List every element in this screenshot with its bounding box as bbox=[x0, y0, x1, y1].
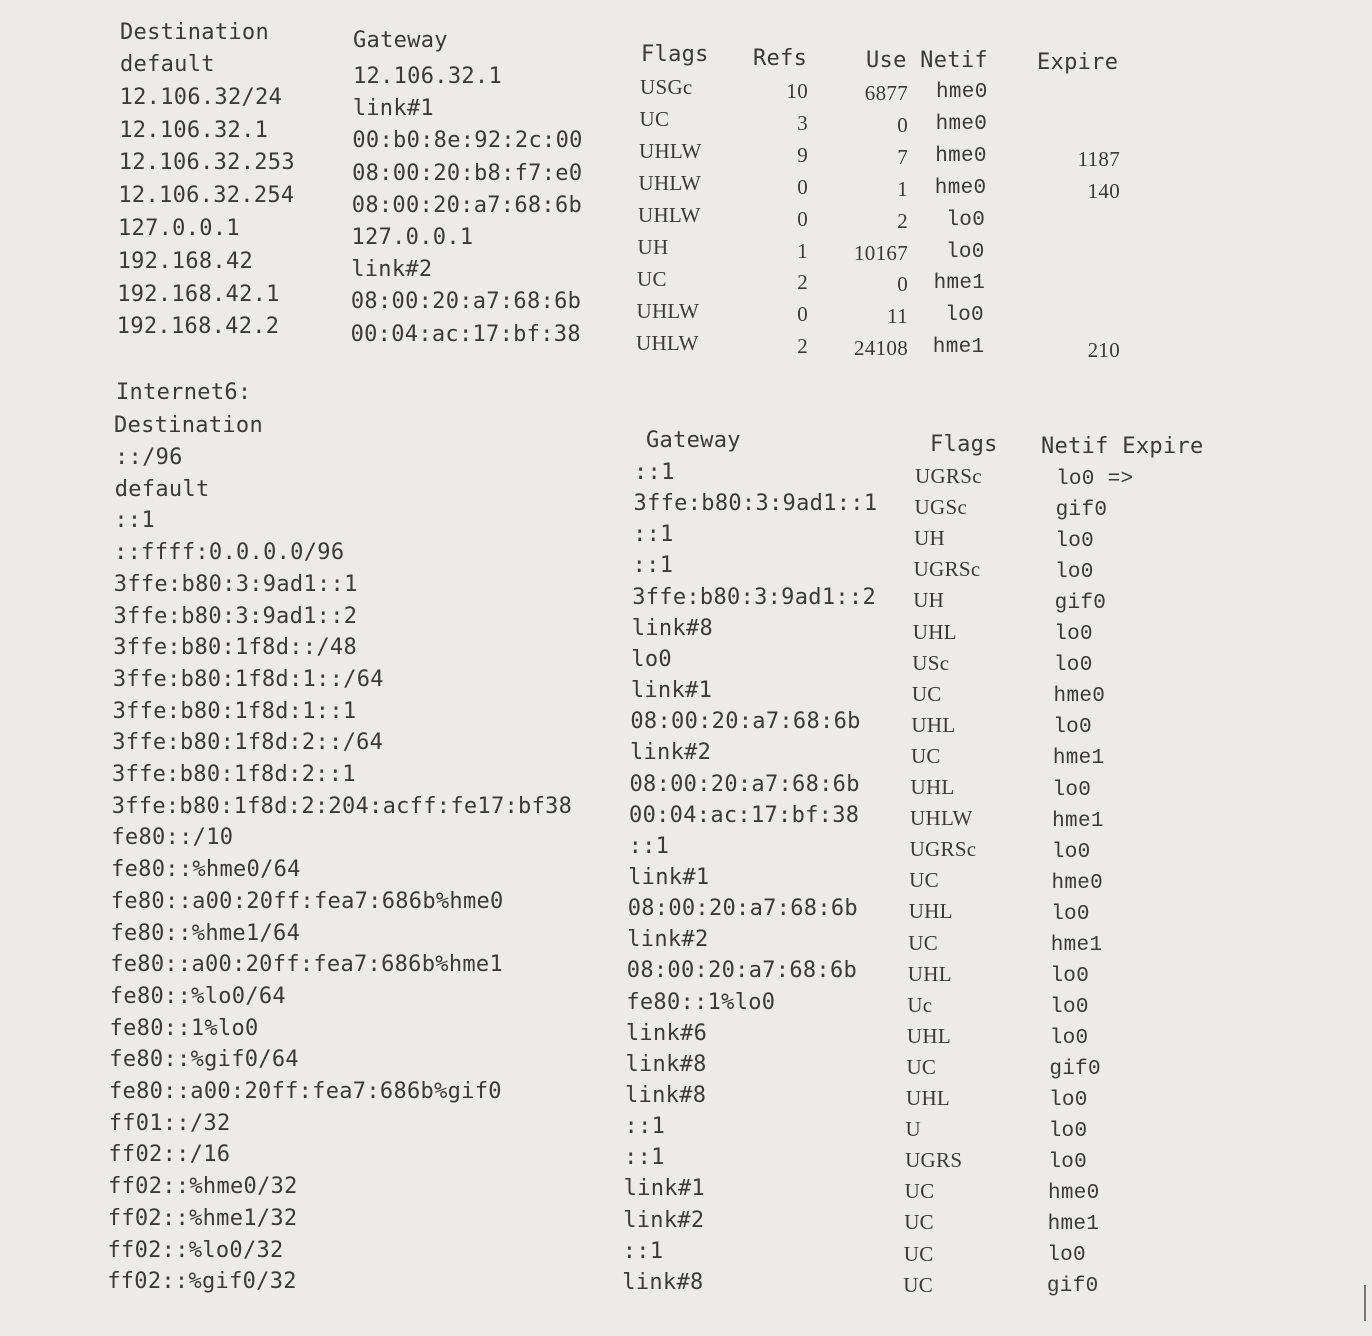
ipv6-flags-cell: USc bbox=[912, 650, 950, 675]
ipv4-refs-cell: 0 bbox=[797, 174, 808, 199]
ipv4-refs-cell: 9 bbox=[797, 142, 808, 167]
ipv6-gateway-cell: ::1 bbox=[622, 1238, 664, 1264]
ipv6-netif-cell: lo0 bbox=[1049, 1089, 1088, 1112]
ipv6-flags-cell: UC bbox=[904, 1179, 935, 1204]
ipv6-destination-cell: ::ffff:0.0.0.0/96 bbox=[114, 540, 345, 566]
ipv6-netif-cell: lo0 bbox=[1051, 902, 1090, 926]
ipv4-header-destination: Destination bbox=[120, 20, 269, 45]
ipv6-netif-cell: lo0 bbox=[1047, 1244, 1086, 1268]
ipv6-destination-cell: ff01::/32 bbox=[108, 1110, 231, 1136]
ipv4-netif-cell: hme0 bbox=[935, 144, 987, 168]
ipv6-gateway-cell: ::1 bbox=[624, 1114, 666, 1140]
ipv6-flags-cell: UH bbox=[913, 588, 945, 613]
ipv6-destination-cell: 3ffe:b80:1f8d:1::1 bbox=[112, 698, 357, 724]
ipv4-refs-cell: 3 bbox=[797, 110, 808, 135]
ipv6-gateway-cell: link#1 bbox=[623, 1176, 705, 1202]
ipv6-gateway-cell: ::1 bbox=[624, 1145, 665, 1171]
ipv6-flags-cell: UHL bbox=[910, 775, 955, 799]
ipv4-expire-cell: 1187 bbox=[1077, 146, 1120, 171]
ipv6-flags-cell: UHL bbox=[906, 1023, 951, 1048]
ipv6-netif-cell: gif0 bbox=[1046, 1275, 1099, 1299]
ipv4-flags-cell: UHLW bbox=[636, 331, 699, 355]
ipv6-gateway-cell: link#8 bbox=[625, 1051, 707, 1077]
ipv6-netif-cell: gif0 bbox=[1055, 499, 1108, 523]
ipv6-netif-cell: lo0 => bbox=[1056, 468, 1134, 491]
ipv6-gateway-cell: link#8 bbox=[622, 1269, 704, 1295]
ipv4-refs-cell: 2 bbox=[797, 270, 808, 295]
ipv6-flags-cell: UC bbox=[911, 681, 942, 706]
ipv6-netif-cell: hme1 bbox=[1052, 809, 1104, 833]
ipv6-flags-cell: UC bbox=[909, 868, 939, 893]
ipv6-netif-cell: lo0 bbox=[1053, 716, 1092, 740]
ipv4-gateway-cell: 127.0.0.1 bbox=[351, 225, 474, 250]
ipv6-gateway-cell: ::1 bbox=[634, 460, 675, 485]
ipv6-destination-cell: ff02::%gif0/32 bbox=[107, 1269, 297, 1295]
ipv6-netif-cell: lo0 bbox=[1054, 561, 1094, 585]
ipv6-gateway-cell: link#6 bbox=[625, 1020, 708, 1046]
ipv4-flags-cell: UHLW bbox=[639, 139, 702, 163]
ipv6-destination-cell: fe80::/10 bbox=[111, 825, 234, 851]
ipv6-gateway-cell: 08:00:20:a7:68:6b bbox=[630, 709, 861, 735]
ipv4-gateway-cell: 00:b0:8e:92:2c:00 bbox=[352, 128, 583, 154]
ipv4-gateway-cell: 08:00:20:a7:68:6b bbox=[351, 192, 583, 218]
ipv4-refs-cell: 10 bbox=[786, 79, 808, 103]
ipv4-use-cell: 2 bbox=[897, 208, 908, 233]
ipv6-destination-cell: ff02::%lo0/32 bbox=[107, 1237, 284, 1263]
ipv6-flags-cell: UC bbox=[903, 1272, 934, 1297]
ipv6-destination-cell: ff02::%hme1/32 bbox=[107, 1205, 298, 1231]
ipv4-use-cell: 0 bbox=[897, 112, 908, 137]
ipv6-destination-cell: ::1 bbox=[114, 508, 156, 534]
ipv4-destination-cell: 192.168.42 bbox=[117, 248, 254, 274]
ipv6-flags-cell: UC bbox=[910, 743, 941, 768]
ipv4-use-cell: 0 bbox=[897, 272, 908, 297]
ipv4-netif-cell: hme0 bbox=[935, 112, 988, 136]
ipv6-gateway-cell: 3ffe:b80:3:9ad1::1 bbox=[633, 491, 878, 517]
ipv6-netif-cell: hme0 bbox=[1047, 1182, 1100, 1206]
ipv4-flags-cell: UHLW bbox=[638, 203, 701, 227]
ipv6-gateway-cell: link#2 bbox=[627, 927, 709, 953]
ipv4-netif-cell: hme1 bbox=[932, 336, 985, 360]
ipv6-destination-cell: fe80::a00:20ff:fea7:686b%hme0 bbox=[110, 888, 504, 914]
ipv6-header-flags: Flags bbox=[930, 432, 998, 457]
ipv6-netif-cell: lo0 bbox=[1049, 1026, 1089, 1050]
ipv6-flags-cell: UHLW bbox=[910, 806, 973, 831]
ipv6-netif-cell: hme1 bbox=[1050, 933, 1103, 957]
ipv4-use-cell: 1 bbox=[897, 176, 908, 201]
ipv6-destination-cell: 3ffe:b80:1f8d::/48 bbox=[113, 635, 357, 661]
ipv4-gateway-cell: 08:00:20:b8:f7:e0 bbox=[352, 160, 583, 186]
ipv6-netif-cell: lo0 bbox=[1052, 778, 1092, 802]
ipv6-flags-cell: UGSc bbox=[914, 495, 968, 520]
ipv6-destination-cell: 3ffe:b80:1f8d:2:204:acff:fe17:bf38 bbox=[111, 793, 573, 819]
ipv6-flags-cell: UGRSc bbox=[909, 837, 977, 862]
ipv4-netif-cell: lo0 bbox=[945, 304, 984, 328]
ipv6-flags-cell: UGRSc bbox=[915, 464, 982, 488]
ipv6-destination-cell: ::/96 bbox=[115, 445, 183, 470]
ipv4-expire-cell: 210 bbox=[1087, 338, 1120, 363]
ipv6-gateway-cell: 3ffe:b80:3:9ad1::2 bbox=[632, 584, 876, 610]
ipv4-header-flags: Flags bbox=[641, 42, 709, 67]
ipv6-destination-cell: ff02::%hme0/32 bbox=[108, 1174, 298, 1200]
ipv6-gateway-cell: 00:04:ac:17:bf:38 bbox=[629, 802, 860, 828]
ipv4-destination-cell: 12.106.32.1 bbox=[119, 117, 269, 143]
ipv4-netif-cell: hme1 bbox=[933, 272, 986, 296]
ipv4-destination-cell: default bbox=[120, 52, 215, 77]
ipv6-flags-cell: UC bbox=[908, 930, 939, 955]
ipv4-flags-cell: UH bbox=[637, 235, 669, 259]
ipv4-destination-cell: 192.168.42.2 bbox=[116, 314, 280, 340]
ipv4-use-cell: 7 bbox=[897, 144, 908, 169]
ipv4-gateway-cell: link#2 bbox=[351, 257, 433, 283]
ipv4-refs-cell: 1 bbox=[797, 238, 808, 263]
ipv4-use-cell: 24108 bbox=[854, 336, 908, 361]
ipv4-gateway-cell: 08:00:20:a7:68:6b bbox=[350, 289, 582, 315]
ipv6-flags-cell: UHL bbox=[907, 961, 952, 986]
ipv6-flags-cell: UHL bbox=[912, 619, 957, 644]
ipv4-gateway-cell: link#1 bbox=[352, 96, 434, 122]
ipv4-flags-cell: UC bbox=[637, 267, 667, 291]
ipv6-netif-cell: lo0 bbox=[1048, 1151, 1088, 1175]
ipv6-gateway-cell: ::1 bbox=[633, 522, 674, 548]
ipv4-flags-cell: UHLW bbox=[638, 171, 702, 195]
ipv4-gateway-cell: 00:04:ac:17:bf:38 bbox=[350, 321, 581, 347]
ipv4-refs-cell: 0 bbox=[797, 206, 808, 231]
ipv6-destination-cell: 3ffe:b80:1f8d:2::/64 bbox=[112, 730, 384, 756]
ipv6-netif-cell: hme0 bbox=[1051, 871, 1104, 895]
ipv6-destination-cell: fe80::a00:20ff:fea7:686b%gif0 bbox=[109, 1079, 502, 1104]
ipv6-destination-cell: fe80::%lo0/64 bbox=[109, 983, 286, 1009]
ipv6-flags-cell: UH bbox=[914, 526, 946, 551]
ipv6-netif-cell: lo0 bbox=[1050, 995, 1089, 1019]
ipv4-use-cell: 11 bbox=[887, 304, 908, 329]
ipv6-netif-cell: hme0 bbox=[1053, 685, 1106, 709]
ipv6-gateway-cell: 08:00:20:a7:68:6b bbox=[626, 958, 858, 984]
ipv6-netif-cell: gif0 bbox=[1054, 592, 1107, 616]
ipv6-gateway-cell: fe80::1%lo0 bbox=[626, 989, 776, 1015]
ipv4-header-refs: Refs bbox=[753, 46, 808, 71]
ipv6-gateway-cell: link#8 bbox=[625, 1083, 707, 1108]
ipv6-gateway-cell: ::1 bbox=[628, 833, 670, 859]
ipv4-refs-cell: 2 bbox=[797, 334, 808, 359]
ipv4-expire-cell: 140 bbox=[1087, 178, 1120, 203]
ipv6-gateway-cell: ::1 bbox=[632, 553, 674, 579]
ipv6-gateway-cell: link#1 bbox=[630, 678, 713, 704]
ipv6-gateway-cell: link#1 bbox=[628, 864, 710, 890]
ipv4-use-cell: 6877 bbox=[864, 81, 908, 105]
ipv6-flags-cell: UHL bbox=[908, 899, 953, 924]
ipv6-destination-cell: fe80::%gif0/64 bbox=[109, 1047, 299, 1073]
ipv4-use-cell: 10167 bbox=[854, 240, 908, 265]
ipv6-destination-cell: 3ffe:b80:1f8d:2::1 bbox=[112, 762, 356, 787]
ipv6-flags-cell: UC bbox=[904, 1210, 934, 1235]
page-edge-mark bbox=[1364, 1285, 1372, 1321]
ipv6-destination-cell: fe80::%hme0/64 bbox=[111, 857, 301, 883]
ipv6-gateway-cell: lo0 bbox=[631, 646, 672, 672]
ipv4-netif-cell: lo0 bbox=[946, 208, 986, 232]
ipv6-netif-cell: lo0 bbox=[1053, 654, 1093, 678]
ipv6-netif-cell: hme1 bbox=[1052, 747, 1105, 771]
ipv6-flags-cell: UC bbox=[903, 1241, 934, 1266]
ipv4-destination-cell: 12.106.32/24 bbox=[119, 84, 283, 110]
ipv6-netif-cell: lo0 bbox=[1048, 1120, 1088, 1144]
ipv6-destination-cell: fe80::a00:20ff:fea7:686b%hme1 bbox=[110, 952, 503, 978]
ipv6-section-label: Internet6: bbox=[116, 380, 252, 405]
ipv6-gateway-cell: link#8 bbox=[631, 615, 714, 641]
ipv6-flags-cell: Uc bbox=[907, 992, 933, 1017]
ipv6-destination-cell: fe80::1%lo0 bbox=[109, 1015, 259, 1041]
ipv6-flags-cell: UC bbox=[906, 1054, 937, 1079]
ipv4-flags-cell: USGc bbox=[640, 75, 693, 99]
ipv6-netif-cell: lo0 bbox=[1050, 964, 1090, 988]
ipv6-destination-cell: 3ffe:b80:3:9ad1::2 bbox=[113, 603, 358, 629]
ipv6-destination-cell: ff02::/16 bbox=[108, 1142, 231, 1168]
ipv4-destination-cell: 192.168.42.1 bbox=[117, 281, 280, 307]
ipv6-header-netif-expire: Netif Expire bbox=[1041, 434, 1204, 459]
ipv4-destination-cell: 12.106.32.254 bbox=[118, 183, 295, 209]
ipv4-netif-cell: hme0 bbox=[936, 81, 988, 104]
ipv4-flags-cell: UHLW bbox=[636, 299, 700, 323]
ipv6-flags-cell: UGRS bbox=[905, 1148, 963, 1173]
ipv6-netif-cell: gif0 bbox=[1049, 1057, 1101, 1081]
ipv4-destination-cell: 12.106.32.253 bbox=[118, 150, 295, 176]
ipv4-flags-cell: UC bbox=[639, 107, 670, 131]
ipv4-refs-cell: 0 bbox=[797, 302, 808, 327]
ipv6-destination-cell: 3ffe:b80:1f8d:1::/64 bbox=[112, 666, 384, 692]
ipv6-gateway-cell: link#2 bbox=[623, 1207, 705, 1233]
ipv6-flags-cell: U bbox=[905, 1117, 922, 1142]
ipv4-netif-cell: lo0 bbox=[946, 240, 985, 264]
ipv6-destination-cell: fe80::%hme1/64 bbox=[110, 920, 301, 946]
ipv4-gateway-cell: 12.106.32.1 bbox=[353, 64, 502, 89]
ipv6-flags-cell: UHL bbox=[911, 712, 956, 737]
ipv4-destination-cell: 127.0.0.1 bbox=[118, 216, 240, 241]
ipv6-flags-cell: UHL bbox=[906, 1086, 951, 1110]
ipv4-header-gateway: Gateway bbox=[353, 28, 448, 53]
ipv6-gateway-cell: 08:00:20:a7:68:6b bbox=[627, 896, 858, 922]
ipv6-destination-cell: 3ffe:b80:3:9ad1::1 bbox=[113, 571, 358, 597]
ipv6-netif-cell: lo0 bbox=[1051, 840, 1091, 864]
ipv6-netif-cell: lo0 bbox=[1055, 530, 1095, 554]
ipv6-gateway-cell: link#2 bbox=[629, 740, 712, 766]
ipv6-flags-cell: UGRSc bbox=[913, 557, 981, 582]
ipv6-destination-cell: default bbox=[114, 476, 210, 502]
ipv6-gateway-cell: 08:00:20:a7:68:6b bbox=[629, 771, 860, 797]
ipv6-header-gateway: Gateway bbox=[646, 428, 741, 453]
ipv4-header-use-netif: Use Netif bbox=[866, 48, 988, 73]
ipv6-header-destination: Destination bbox=[114, 413, 263, 438]
ipv6-netif-cell: hme1 bbox=[1047, 1213, 1100, 1237]
ipv4-netif-cell: hme0 bbox=[934, 176, 987, 200]
ipv6-netif-cell: lo0 bbox=[1054, 623, 1093, 647]
ipv4-header-expire: Expire bbox=[1037, 50, 1119, 75]
